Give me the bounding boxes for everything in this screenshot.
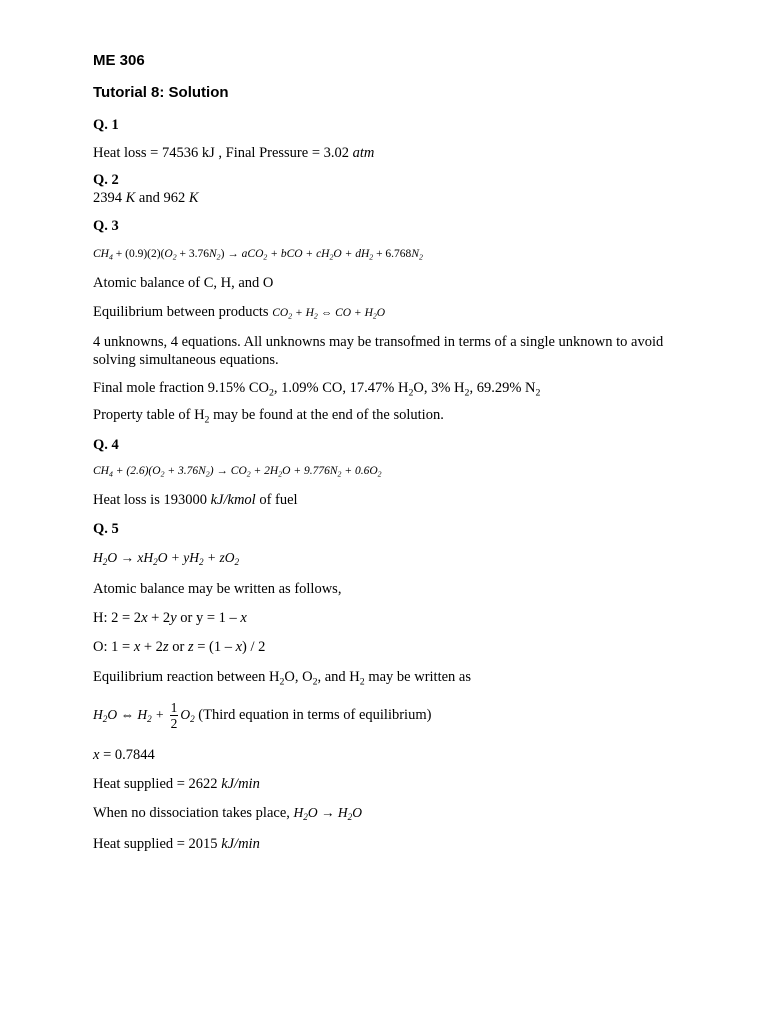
q3-unknowns-text: 4 unknowns, 4 equations. All unknowns may be transofmed in terms of a single unknown to avoid solving simultaneous equations. <box>93 334 664 368</box>
q5-o-balance: O: 1 = x + 2z or z = (1 – x) / 2 <box>93 639 266 655</box>
q5-no-dissociation: When no dissociation takes place, $H_2O \to H_2O$ <box>93 805 362 823</box>
q5-equilibrium-intro: Equilibrium reaction between $H_2O$, $O_2$, and $H_2$ may be written as <box>93 669 472 688</box>
q5-heat-supplied-1: Heat supplied = 2622 kJ/min <box>93 776 260 792</box>
q3-equilibrium-equation: $CO_2 + H_2$ ⇔ CO + $H_2O$ <box>272 307 386 321</box>
q5-reaction-equation: $H_2O \to xH_2O + yH_2 + zO_2$ <box>93 550 240 568</box>
q1-answer: Heat loss = 74536 kJ , Final Pressure = 3.02 atm <box>93 145 375 161</box>
q3-equilibrium-line: Equilibrium between products $CO_2 + H_2$ ⇔ CO + $H_2O$ <box>93 304 386 321</box>
q4-label: Q. 4 <box>93 437 119 453</box>
q3-mole-fraction: Final mole fraction 9.15% $CO_2$, 1.09% CO, 17.47% $H_2O$, 3% $H_2$, 69.29% $N_2$ <box>93 380 541 399</box>
q5-no-dissociation-equation: $H_2O \to H_2O$ <box>293 805 362 823</box>
q5-equilibrium-equation: $H_2O$ ⇔ $H_2$ + $\frac{1}{2}$ $O_2$ <box>93 700 195 732</box>
tutorial-title: Tutorial 8: Solution <box>93 84 229 101</box>
q5-h-balance: H: 2 = 2x + 2y or y = 1 – x <box>93 610 247 626</box>
q5-equilibrium-equation-line: $H_2O$ ⇔ $H_2$ + $\frac{1}{2}$ $O_2$ (Third equation in terms of equilibrium) <box>93 700 432 732</box>
q4-reaction-equation: $CH_4 + (2.6)(O_2 + 3.76N_2) \to CO_2 + 2H_2O + 9.776N_2 + 0.6O_2$ <box>93 465 382 479</box>
q5-label: Q. 5 <box>93 521 119 537</box>
course-title: ME 306 <box>93 52 145 69</box>
q5-heat-supplied-2: Heat supplied = 2015 kJ/min <box>93 836 260 852</box>
q3-atomic-balance: Atomic balance of C, H, and O <box>93 275 274 291</box>
q4-heat-loss: Heat loss is 193000 kJ/kmol of fuel <box>93 492 298 508</box>
q3-label: Q. 3 <box>93 218 119 234</box>
q3-reaction-equation: $CH_4 + (0.9)(2)(O_2 + 3.76N_2) \to aCO_2$ + bCO + $cH_2O + dH_2 + 6.768N_2$ <box>93 248 423 262</box>
q3-property-table: Property table of $H_2$ may be found at the end of the solution. <box>93 407 444 426</box>
q2-answer: 2394 K and 962 K <box>93 190 199 206</box>
q5-x-value: x = 0.7844 <box>93 747 155 763</box>
q1-label: Q. 1 <box>93 117 119 133</box>
q5-atomic-intro: Atomic balance may be written as follows, <box>93 581 342 597</box>
q2-label: Q. 2 <box>93 172 119 188</box>
